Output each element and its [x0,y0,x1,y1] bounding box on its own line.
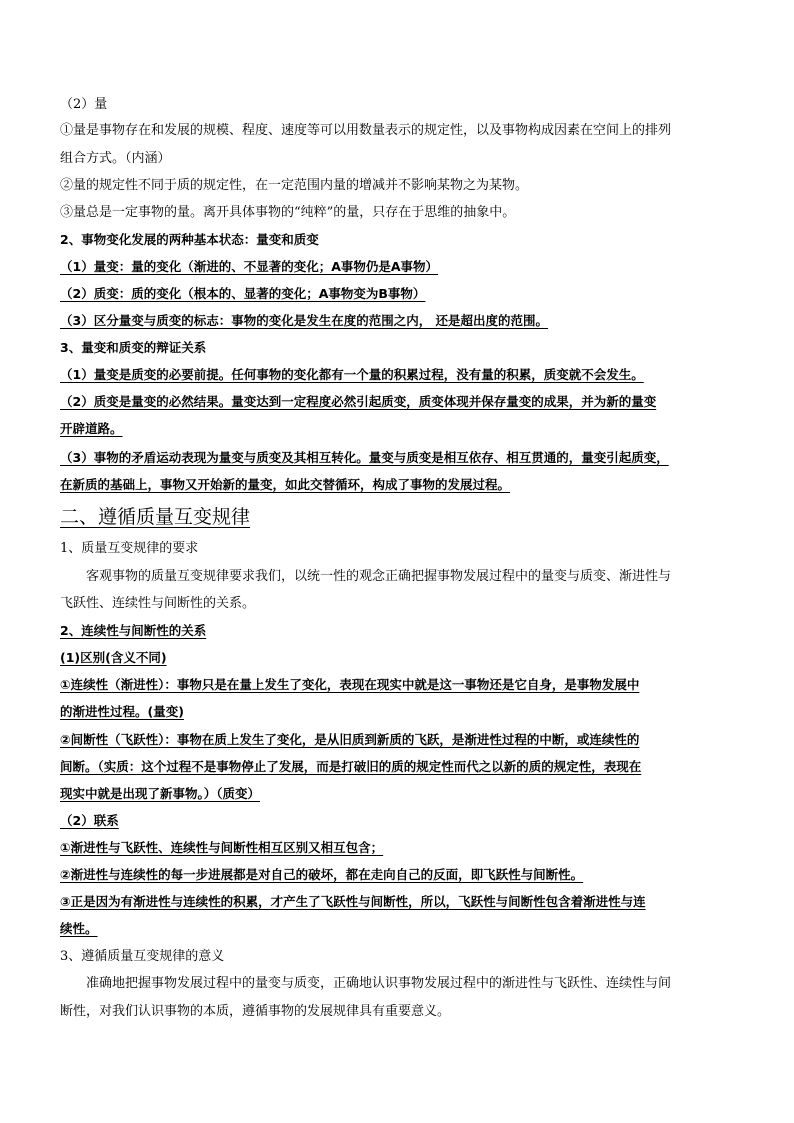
sub1-line1: 客观事物的质量互变规律要求我们，以统一性的观念正确把握事物发展过程中的量变与质变、渐进性与 [86,569,672,584]
link-point2: ②渐进性与连续性的每一步进展都是对自己的破坏，都在走向自己的反面，即飞跃性与间断性。 [60,867,584,882]
discontinuity-line3: 现实中就是出现了新事物。）（质变） [60,786,261,801]
discontinuity-line2: 间断。（实质：这个过程不是事物停止了发展，而是打破旧的质的规定性而代之以新的质的规定性，表现在 [60,759,642,774]
sub3-line2: 断性，对我们认识事物的本质，遵循事物的发展规律具有重要意义。 [60,1004,451,1019]
sub3-title: 3、遵循质量互变规律的意义 [60,949,225,964]
sub1-line2: 飞跃性、连续性与间断性的关系。 [60,596,256,611]
section-heading: 二、遵循质量互变规律 [60,506,251,528]
discontinuity-line1: ②间断性（飞跃性）：事物在质上发生了变化，是从旧质到新质的飞跃，是渐进性过程的中断，或连续性的 [60,732,640,747]
point3-item2-line1: （2）质变是量变的必然结果。量变达到一定程度必然引起质变，质变体现并保存量变的成果，并为新的量变 [60,394,657,409]
link-point3-line1: ③正是因为有渐进性与连续性的积累，才产生了飞跃性与间断性，所以，飞跃性与间断性包含着渐进性与连 [60,894,646,909]
link-point3-line2: 续性。 [60,921,98,936]
continuity-line2: 的渐进性过程。(量变) [60,704,184,719]
quantity-point1-line1: ①量是事物存在和发展的规模、程度、速度等可以用数量表示的规定性，以及事物构成因素在空间上的排列 [60,123,672,138]
point3-title: 3、量变和质变的辩证关系 [60,340,207,355]
point2-item1: （1）量变：量的变化（渐进的、不显著的变化；A事物仍是A事物） [60,259,439,274]
point2-item3: （3）区分量变与质变的标志：事物的变化是发生在度的范围之内， 还是超出度的范围。 [60,313,549,328]
link-point1: ①渐进性与飞跃性、连续性与间断性相互区别又相互包含； [60,840,384,855]
difference-title: (1)区别(含义不同) [60,650,167,665]
quantity-point1-line2: 组合方式。（内涵） [60,151,171,166]
point3-item2-line2: 开辟道路。 [60,421,123,436]
continuity-line1: ①连续性（渐进性）：事物只是在量上发生了变化，表现在现实中就是这一事物还是它自身，是事物发展中 [60,677,640,692]
point2-item2: （2）质变：质的变化（根本的、显著的变化；A事物变为B事物） [60,286,426,301]
quantity-title: （2）量 [60,97,108,112]
sub3-line1: 准确地把握事物发展过程中的量变与质变，正确地认识事物发展过程中的渐进性与飞跃性、连续性与间 [86,976,672,991]
point3-item3-line2: 在新质的基础上，事物又开始新的量变，如此交替循环，构成了事物的发展过程。 [60,477,511,492]
sub2-title: 2、连续性与间断性的关系 [60,623,207,638]
point2-title: 2、事物变化发展的两种基本状态：量变和质变 [60,232,319,247]
point3-item1: （1）量变是质变的必要前提。任何事物的变化都有一个量的积累过程，没有量的积累，质变就不会发生。 [60,367,644,382]
point3-item3-line1: （3）事物的矛盾运动表现为量变与质变及其相互转化。量变与质变是相互依存、相互贯通的，量变引起质变， [60,450,669,465]
quantity-point2: ②量的规定性不同于质的规定性，在一定范围内量的增减并不影响某物之为某物。 [60,178,529,193]
quantity-point3: ③量总是一定事物的量。离开具体事物的“纯粹”的量，只存在于思维的抽象中。 [60,205,516,220]
sub1-title: 1、质量互变规律的要求 [60,541,199,556]
link-title: （2）联系 [60,813,119,828]
